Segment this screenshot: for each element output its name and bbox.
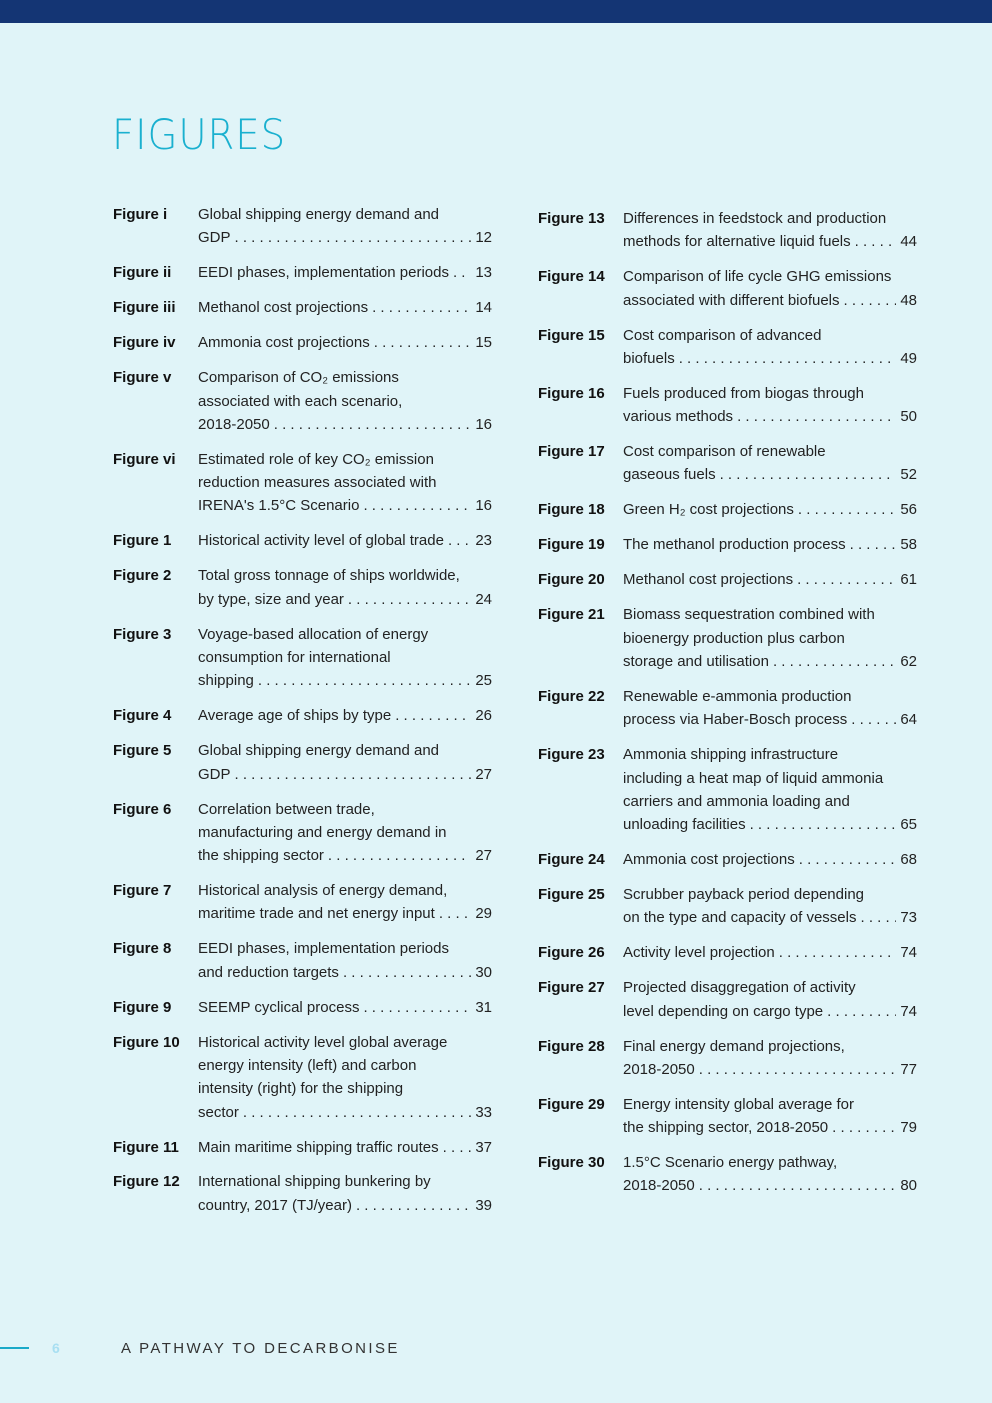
title-last-line <box>198 669 492 692</box>
title-line: Methanol cost projections <box>198 299 369 317</box>
page-ref[interactable]: 74 <box>900 944 917 962</box>
figures-list-right <box>538 207 917 1209</box>
figure-label: Figure 28 <box>538 1037 605 1055</box>
title-line: sector <box>198 1103 239 1121</box>
figure-title <box>623 382 917 429</box>
page-number: 6 <box>52 1340 60 1356</box>
page-ref[interactable]: 65 <box>900 816 917 834</box>
title-line: the shipping sector, 2018-2050 <box>623 1119 829 1137</box>
dot-leader <box>832 1116 896 1139</box>
title-line: Cost comparison of advanced <box>623 326 822 344</box>
figure-label: Figure 26 <box>538 944 605 962</box>
figure-entry[interactable] <box>538 1093 917 1140</box>
figure-title <box>623 941 917 964</box>
figure-title <box>623 324 917 371</box>
figure-label: Figure 22 <box>538 687 605 705</box>
figure-label: Figure 21 <box>538 606 605 624</box>
title-line: biofuels <box>623 349 675 367</box>
figure-entry[interactable] <box>113 996 492 1019</box>
title-last-line <box>198 331 492 354</box>
figure-label: Figure 4 <box>113 707 172 725</box>
title-line: energy intensity (left) and carbon <box>198 1056 417 1074</box>
figure-title <box>198 704 492 727</box>
title-line: Comparison of life cycle GHG emissions <box>623 268 892 286</box>
title-line: Scrubber payback period depending <box>623 886 865 904</box>
page-ref[interactable]: 58 <box>900 536 917 554</box>
title-line: SEEMP cyclical process <box>198 998 360 1016</box>
dot-leader <box>348 588 471 611</box>
figure-label: Figure iv <box>113 334 176 352</box>
title-line: Total gross tonnage of ships worldwide, <box>198 567 460 585</box>
title-last-line <box>623 1000 917 1023</box>
figure-title <box>198 739 492 786</box>
figure-title <box>198 1136 492 1159</box>
page-title: FIGURES <box>112 110 287 159</box>
title-last-line <box>198 961 492 984</box>
title-line: Estimated role of key CO₂ emission <box>198 450 434 468</box>
figure-title <box>623 848 917 871</box>
figure-label: Figure 1 <box>113 532 172 550</box>
title-line: Average age of ships by type <box>198 707 392 725</box>
page-ref[interactable]: 49 <box>900 349 917 367</box>
page-ref[interactable]: 30 <box>475 963 492 981</box>
title-last-line <box>198 844 492 867</box>
figure-entry[interactable] <box>113 1136 492 1159</box>
figure-title <box>198 296 492 319</box>
dot-leader <box>235 763 472 786</box>
title-line: Renewable e-ammonia production <box>623 687 852 705</box>
figure-entry[interactable] <box>538 685 917 732</box>
page-ref[interactable]: 74 <box>900 1002 917 1020</box>
dot-leader <box>356 1194 471 1217</box>
title-line: Voyage-based allocation of energy <box>198 625 429 643</box>
dot-leader <box>395 704 471 727</box>
title-line: Historical activity level of global trade <box>198 532 444 550</box>
figure-label: Figure 25 <box>538 886 605 904</box>
figure-title <box>623 1093 917 1140</box>
dot-leader <box>439 902 472 925</box>
figure-label: Figure 23 <box>538 746 605 764</box>
title-line: Methanol cost projections <box>623 571 794 589</box>
page-ref[interactable]: 56 <box>900 501 917 519</box>
figure-label: Figure 2 <box>113 567 172 585</box>
figure-title <box>623 685 917 732</box>
dot-leader <box>235 226 472 249</box>
figure-label: Figure 30 <box>538 1154 605 1172</box>
figure-title <box>623 533 917 556</box>
figure-title <box>198 1031 492 1124</box>
figure-entry[interactable] <box>538 265 917 312</box>
dot-leader <box>855 230 897 253</box>
title-line: carriers and ammonia loading and <box>623 792 850 810</box>
page-ref[interactable]: 48 <box>900 291 917 309</box>
title-last-line <box>623 289 917 312</box>
figure-label: Figure 7 <box>113 882 172 900</box>
figure-entry[interactable] <box>538 207 917 254</box>
dot-leader <box>773 650 896 673</box>
figure-entry[interactable] <box>538 324 917 371</box>
title-last-line <box>198 413 492 436</box>
figure-label: Figure 20 <box>538 571 605 589</box>
title-last-line <box>198 261 492 284</box>
title-line: gaseous fuels <box>623 466 716 484</box>
title-line: process via Haber-Bosch process <box>623 711 848 729</box>
figure-title <box>623 498 917 521</box>
figure-title <box>623 207 917 254</box>
figure-entry[interactable] <box>113 448 492 518</box>
figure-title <box>198 996 492 1019</box>
title-line: associated with each scenario, <box>198 392 403 410</box>
figure-label: Figure 9 <box>113 998 172 1016</box>
title-line: 2018-2050 <box>198 415 270 433</box>
figure-label: Figure 14 <box>538 268 605 286</box>
title-line: storage and utilisation <box>623 652 769 670</box>
dot-leader <box>363 494 471 517</box>
title-last-line <box>623 848 917 871</box>
figure-title <box>198 448 492 518</box>
title-last-line <box>198 1101 492 1124</box>
figure-label: Figure 13 <box>538 210 605 227</box>
dot-leader <box>720 463 897 486</box>
title-last-line <box>198 226 492 249</box>
figure-title <box>623 976 917 1023</box>
page-ref[interactable]: 15 <box>475 334 492 352</box>
dot-leader <box>798 498 896 521</box>
figure-label: Figure 16 <box>538 384 605 402</box>
title-line: GDP <box>198 765 231 783</box>
page-ref[interactable]: 44 <box>900 233 917 251</box>
title-last-line <box>198 529 492 552</box>
title-last-line <box>198 296 492 319</box>
page-ref[interactable]: 77 <box>900 1060 917 1078</box>
page-ref[interactable]: 80 <box>900 1177 917 1195</box>
figure-label: Figure 24 <box>538 851 605 869</box>
page-ref[interactable]: 61 <box>900 571 917 589</box>
title-line: Fuels produced from biogas through <box>623 384 864 402</box>
figure-label: Figure 5 <box>113 742 172 760</box>
dot-leader <box>274 413 472 436</box>
title-line: 2018-2050 <box>623 1060 695 1078</box>
page-ref[interactable]: 14 <box>475 299 492 317</box>
page-ref[interactable]: 24 <box>475 590 492 608</box>
title-line: Green H₂ cost projections <box>623 501 794 519</box>
dot-leader <box>372 296 471 319</box>
title-last-line <box>623 1058 917 1081</box>
page-ref[interactable]: 31 <box>475 998 492 1016</box>
title-last-line <box>623 498 917 521</box>
page-ref[interactable]: 27 <box>475 765 492 783</box>
title-line: International shipping bunkering by <box>198 1173 431 1191</box>
figure-entry[interactable] <box>538 1151 917 1198</box>
title-line: the shipping sector <box>198 847 324 865</box>
figure-entry[interactable] <box>538 382 917 429</box>
figure-entry[interactable] <box>113 1170 492 1217</box>
dot-leader <box>699 1058 897 1081</box>
figure-entry[interactable] <box>538 498 917 521</box>
figure-title <box>623 568 917 591</box>
title-line: Global shipping energy demand and <box>198 206 440 223</box>
title-last-line <box>623 941 917 964</box>
title-line: Global shipping energy demand and <box>198 742 440 760</box>
figure-entry[interactable] <box>113 529 492 552</box>
title-line: GDP <box>198 229 231 247</box>
figures-list-left <box>113 203 492 1229</box>
page-ref[interactable]: 23 <box>475 532 492 550</box>
dot-leader <box>699 1174 897 1197</box>
figure-entry[interactable] <box>113 261 492 284</box>
figure-entry[interactable] <box>538 533 917 556</box>
title-line: Differences in feedstock and production <box>623 210 887 227</box>
dot-leader <box>443 1136 472 1159</box>
figure-entry[interactable] <box>538 976 917 1023</box>
figure-entry[interactable] <box>538 603 917 673</box>
title-line: associated with different biofuels <box>623 291 840 309</box>
title-last-line <box>623 533 917 556</box>
dot-leader <box>850 533 897 556</box>
title-line: by type, size and year <box>198 590 344 608</box>
title-line: on the type and capacity of vessels <box>623 909 857 927</box>
page-ref[interactable]: 64 <box>900 711 917 729</box>
page-ref[interactable]: 33 <box>475 1103 492 1121</box>
figure-title <box>198 529 492 552</box>
figure-title <box>198 879 492 926</box>
dot-leader <box>851 708 896 731</box>
title-line: IRENA's 1.5°C Scenario <box>198 497 360 515</box>
top-banner <box>0 0 992 23</box>
dot-leader <box>374 331 472 354</box>
title-last-line <box>623 906 917 929</box>
dot-leader <box>679 347 897 370</box>
title-last-line <box>623 708 917 731</box>
figure-label: Figure 8 <box>113 940 172 958</box>
title-last-line <box>623 813 917 836</box>
title-last-line <box>198 588 492 611</box>
title-line: Projected disaggregation of activity <box>623 979 856 997</box>
page-ref[interactable]: 73 <box>900 909 917 927</box>
dot-leader <box>737 405 896 428</box>
title-line: Ammonia cost projections <box>198 334 370 352</box>
page-ref[interactable]: 16 <box>475 497 492 515</box>
figure-title <box>623 265 917 312</box>
figure-entry[interactable] <box>113 1031 492 1124</box>
page-ref[interactable]: 62 <box>900 652 917 670</box>
page-ref[interactable]: 12 <box>475 229 492 247</box>
figure-title <box>623 1035 917 1082</box>
dot-leader <box>860 906 896 929</box>
figure-entry[interactable] <box>113 798 492 868</box>
dot-leader <box>844 289 897 312</box>
title-last-line <box>623 405 917 428</box>
title-last-line <box>198 996 492 1019</box>
title-line: Historical analysis of energy demand, <box>198 882 448 900</box>
title-line: maritime trade and net energy input <box>198 905 435 923</box>
figure-label: Figure 19 <box>538 536 605 554</box>
title-line: consumption for international <box>198 648 391 666</box>
dot-leader <box>797 568 896 591</box>
figure-title <box>198 623 492 693</box>
figure-title <box>623 603 917 673</box>
figure-entry[interactable] <box>113 739 492 786</box>
figure-entry[interactable] <box>113 331 492 354</box>
figure-label: Figure 11 <box>113 1138 179 1156</box>
dot-leader <box>258 669 471 692</box>
figure-label: Figure i <box>113 206 168 223</box>
figure-entry[interactable] <box>538 941 917 964</box>
title-line: Biomass sequestration combined with <box>623 606 875 624</box>
title-line: EEDI phases, implementation periods <box>198 264 449 282</box>
title-last-line <box>198 704 492 727</box>
title-line: country, 2017 (TJ/year) <box>198 1196 352 1214</box>
figure-entry[interactable] <box>113 623 492 693</box>
figure-entry[interactable] <box>538 568 917 591</box>
figure-title <box>198 937 492 984</box>
page-ref[interactable]: 50 <box>900 408 917 426</box>
figure-title <box>198 331 492 354</box>
footer-rule <box>0 1347 29 1349</box>
title-last-line <box>623 347 917 370</box>
title-line: Ammonia shipping infrastructure <box>623 746 839 764</box>
title-last-line <box>198 902 492 925</box>
figure-title <box>198 366 492 436</box>
title-line: manufacturing and energy demand in <box>198 823 447 841</box>
figure-entry[interactable] <box>113 366 492 436</box>
title-line: Ammonia cost projections <box>623 851 795 869</box>
figure-label: Figure 27 <box>538 979 605 997</box>
page-ref[interactable]: 37 <box>475 1138 492 1156</box>
title-last-line <box>198 763 492 786</box>
page-ref[interactable]: 39 <box>475 1196 492 1214</box>
figure-title <box>198 203 492 250</box>
title-last-line <box>623 463 917 486</box>
dot-leader <box>363 996 471 1019</box>
title-line: Cost comparison of renewable <box>623 443 826 461</box>
page-ref[interactable]: 25 <box>475 672 492 690</box>
title-line: Correlation between trade, <box>198 800 375 818</box>
figure-entry[interactable] <box>113 879 492 926</box>
figure-label: Figure v <box>113 369 172 387</box>
figure-title <box>623 883 917 930</box>
dot-leader <box>243 1101 471 1124</box>
title-line: reduction measures associated with <box>198 474 437 492</box>
title-line: EEDI phases, implementation periods <box>198 940 449 958</box>
title-last-line <box>198 1194 492 1217</box>
title-last-line <box>198 1136 492 1159</box>
figure-label: Figure vi <box>113 450 176 468</box>
title-line: bioenergy production plus carbon <box>623 629 845 647</box>
figure-title <box>198 1170 492 1217</box>
figure-entry[interactable] <box>113 564 492 611</box>
title-line: Comparison of CO₂ emissions <box>198 369 399 387</box>
page-ref[interactable]: 26 <box>475 707 492 725</box>
figure-label: Figure 18 <box>538 501 605 519</box>
figure-entry[interactable] <box>113 704 492 727</box>
footer-doc-title: A PATHWAY TO DECARBONISE <box>121 1340 400 1357</box>
page-ref[interactable]: 79 <box>900 1119 917 1137</box>
figure-label: Figure ii <box>113 264 172 282</box>
title-last-line <box>623 568 917 591</box>
page-ref[interactable]: 16 <box>475 415 492 433</box>
title-line: Energy intensity global average for <box>623 1095 854 1113</box>
title-line: intensity (right) for the shipping <box>198 1080 404 1098</box>
figure-entry[interactable] <box>538 440 917 487</box>
title-last-line <box>198 494 492 517</box>
figure-title <box>623 743 917 836</box>
figure-entry[interactable] <box>538 1035 917 1082</box>
title-line: Final energy demand projections, <box>623 1037 845 1055</box>
title-line: shipping <box>198 672 254 690</box>
dot-leader <box>343 961 471 984</box>
page-ref[interactable]: 13 <box>475 264 492 282</box>
title-line: Main maritime shipping traffic routes <box>198 1138 439 1156</box>
figure-title <box>198 798 492 868</box>
title-last-line <box>623 230 917 253</box>
title-line: unloading facilities <box>623 816 746 834</box>
figure-title <box>623 1151 917 1198</box>
figure-entry[interactable] <box>538 743 917 836</box>
title-line: Activity level projection <box>623 944 775 962</box>
dot-leader <box>827 1000 896 1023</box>
title-last-line <box>623 1116 917 1139</box>
dot-leader <box>453 261 471 284</box>
figure-label: Figure 6 <box>113 800 172 818</box>
figure-title <box>198 564 492 611</box>
title-line: level depending on cargo type <box>623 1002 824 1020</box>
figure-label: Figure iii <box>113 299 176 317</box>
title-line: 2018-2050 <box>623 1177 695 1195</box>
figure-entry[interactable] <box>113 296 492 319</box>
title-line: 1.5°C Scenario energy pathway, <box>623 1154 838 1172</box>
title-line: including a heat map of liquid ammonia <box>623 769 884 787</box>
page-ref[interactable]: 52 <box>900 466 917 484</box>
page-ref[interactable]: 68 <box>900 851 917 869</box>
title-line: methods for alternative liquid fuels <box>623 233 851 251</box>
title-line: various methods <box>623 408 734 426</box>
title-last-line <box>623 650 917 673</box>
figure-label: Figure 12 <box>113 1173 180 1191</box>
figure-label: Figure 15 <box>538 326 605 344</box>
figure-entry[interactable] <box>538 883 917 930</box>
page-ref[interactable]: 29 <box>475 905 492 923</box>
figure-entry[interactable] <box>113 203 492 250</box>
figure-label: Figure 10 <box>113 1033 180 1051</box>
figure-label: Figure 17 <box>538 443 605 461</box>
figure-label: Figure 3 <box>113 625 172 643</box>
dot-leader <box>448 529 471 552</box>
figure-entry[interactable] <box>538 848 917 871</box>
figure-label: Figure 29 <box>538 1095 605 1113</box>
title-line: and reduction targets <box>198 963 339 981</box>
dot-leader <box>799 848 897 871</box>
dot-leader <box>779 941 897 964</box>
figure-entry[interactable] <box>113 937 492 984</box>
figure-title <box>623 440 917 487</box>
dot-leader <box>750 813 897 836</box>
figure-title <box>198 261 492 284</box>
title-line: Historical activity level global average <box>198 1033 448 1051</box>
title-line: The methanol production process <box>623 536 846 554</box>
title-last-line <box>623 1174 917 1197</box>
page-ref[interactable]: 27 <box>475 847 492 865</box>
dot-leader <box>328 844 471 867</box>
